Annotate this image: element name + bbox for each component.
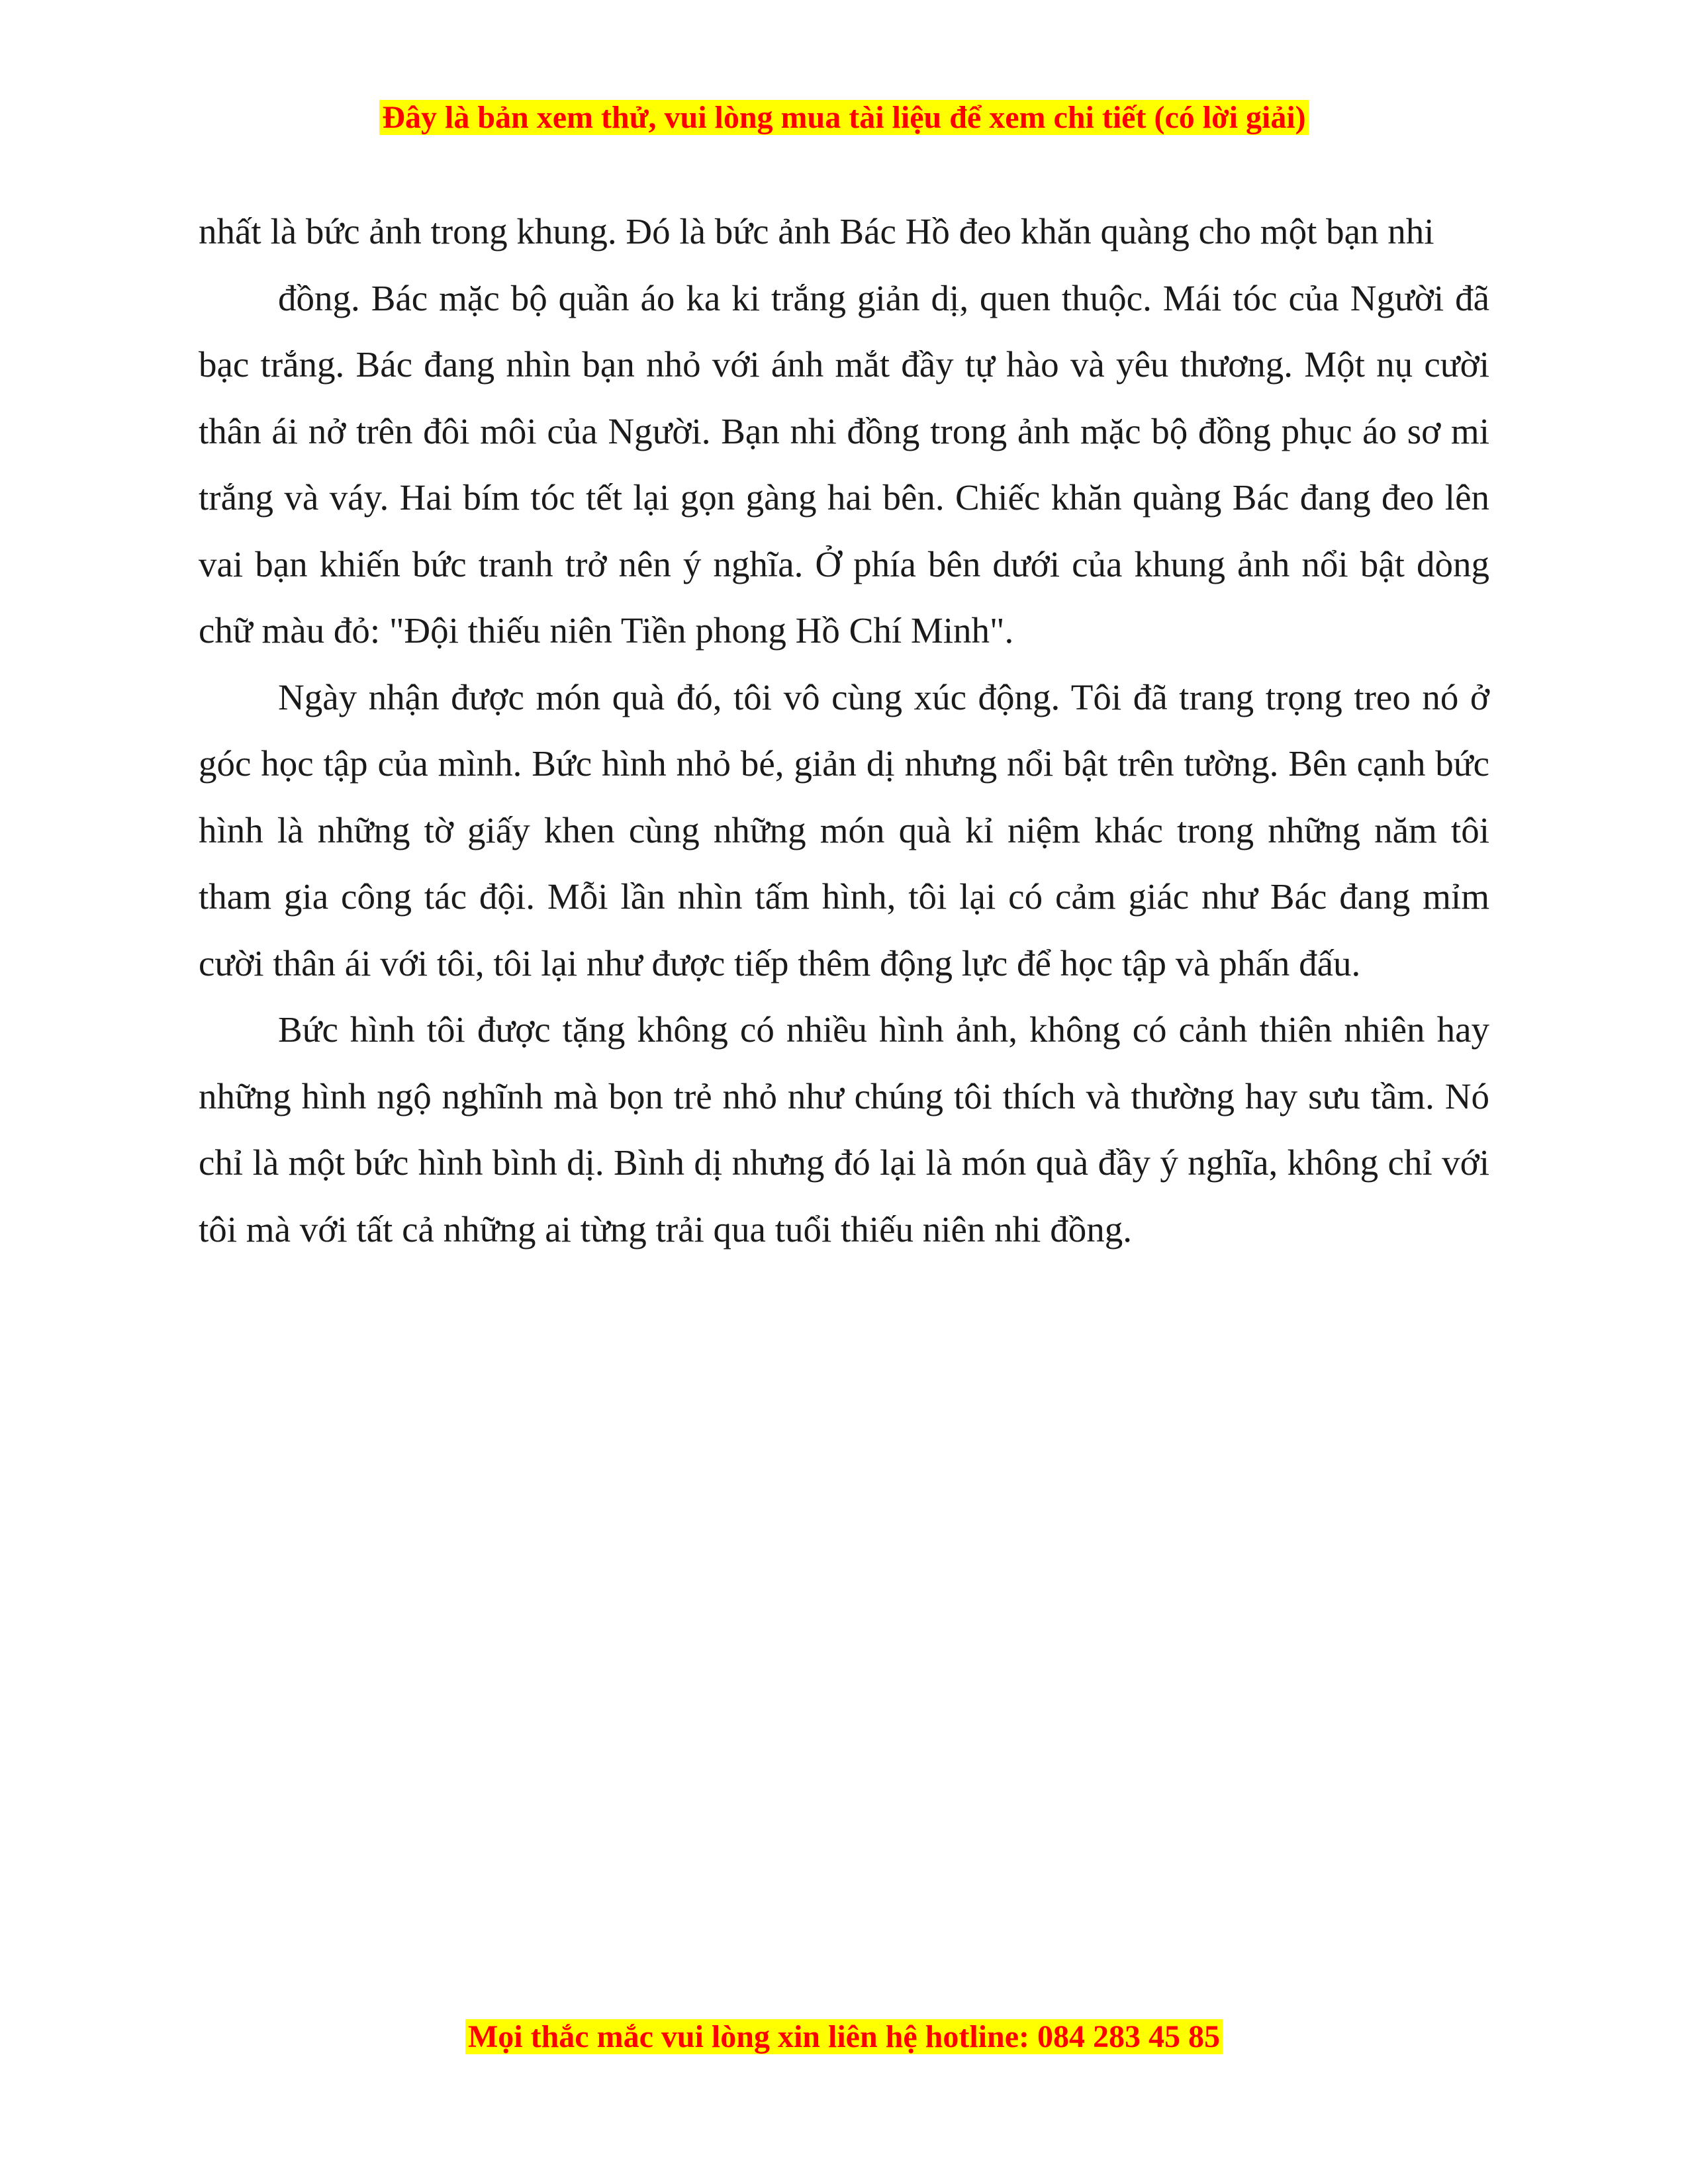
preview-notice-banner <box>0 98 1688 138</box>
paragraph-3: Ngày nhận được món quà đó, tôi vô cùng xúc động. Tôi đã trang trọng treo nó ở góc học tập của mình. Bức hình nhỏ bé, giản dị nhưng nổi bật trên tường. Bên cạnh bức hình là những tờ giấy khen cùng những món quà kỉ niệm khác trong những năm tôi tham gia công tác đội. Mỗi lần nhìn tấm hình, tôi lại có cảm giác như Bác đang mỉm cười thân ái với tôi, tôi lại như được tiếp thêm động lực để học tập và phấn đấu. <box>199 676 1489 983</box>
paragraph-2: đồng. Bác mặc bộ quần áo ka ki trắng giản dị, quen thuộc. Mái tóc của Người đã bạc trắng. Bác đang nhìn bạn nhỏ với ánh mắt đầy tự hào và yêu thương. Một nụ cười thân ái nở trên đôi môi của Người. Bạn nhi đồng trong ảnh mặc bộ đồng phục áo sơ mi trắng và váy. Hai bím tóc tết lại gọn gàng hai bên. Chiếc khăn quàng Bác đang đeo lên vai bạn khiến bức tranh trở nên ý nghĩa. Ở phía bên dưới của khung ảnh nổi bật dòng chữ màu đỏ: "Đội thiếu niên Tiền phong Hồ Chí Minh". <box>199 277 1489 651</box>
paragraph-1: nhất là bức ảnh trong khung. Đó là bức ảnh Bác Hồ đeo khăn quàng cho một bạn nhi <box>199 211 1434 251</box>
paragraph-4: Bức hình tôi được tặng không có nhiều hình ảnh, không có cảnh thiên nhiên hay những hình ngộ nghĩnh mà bọn trẻ nhỏ như chúng tôi thích và thường hay sưu tầm. Nó chỉ là một bức hình bình dị. Bình dị nhưng đó lại là món quà đầy ý nghĩa, không chỉ với tôi mà với tất cả những ai từng trải qua tuổi thiếu niên nhi đồng. <box>199 1009 1489 1250</box>
hotline-banner <box>0 2017 1688 2057</box>
document-body <box>199 199 1489 1263</box>
preview-notice-text: Đây là bản xem thử, vui lòng mua tài liệu để xem chi tiết (có lời giải) <box>379 100 1308 135</box>
hotline-text: Mọi thắc mắc vui lòng xin liên hệ hotline: 084 283 45 85 <box>465 2019 1223 2054</box>
